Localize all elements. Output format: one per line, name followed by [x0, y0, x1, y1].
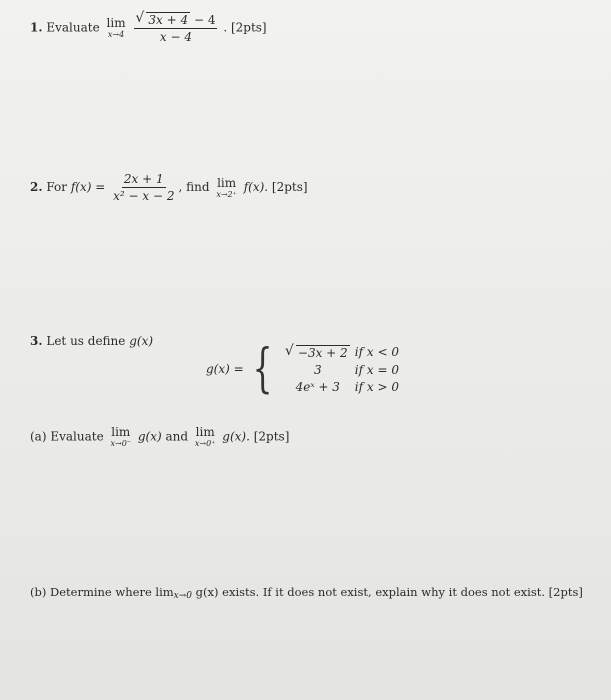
question-3: [30, 334, 153, 348]
limit-word: lim: [106, 16, 126, 30]
question-2-lead: For: [46, 180, 67, 194]
question-2-denominator: x² − x − 2: [113, 189, 175, 203]
question-3-function: g(x): [129, 334, 154, 348]
question-3b: [30, 585, 583, 601]
limit-subscript: x→4: [107, 30, 125, 39]
question-2-mid: , find: [178, 180, 210, 194]
question-3-number: 3.: [30, 334, 43, 348]
limit-subscript: x→0⁻: [110, 439, 132, 448]
case-3-expr: 4eˣ + 3: [295, 379, 340, 394]
part-b-lim-subscript: x→0: [173, 591, 193, 601]
piecewise-cases: [281, 345, 399, 394]
question-2-limit: [216, 177, 237, 199]
case-2-condition: if x = 0: [354, 362, 399, 377]
limit-word: lim: [195, 425, 215, 439]
question-1: [30, 12, 267, 44]
part-a-points: [2pts]: [253, 429, 290, 444]
question-1-number: 1.: [30, 20, 43, 35]
question-1-limit: [107, 17, 126, 39]
part-b-points: [2pts]: [548, 585, 583, 599]
part-a-g1: g(x): [137, 429, 162, 444]
case-3-condition: if x > 0: [354, 379, 399, 394]
question-3a: [30, 426, 289, 448]
case-2-expr: 3: [313, 362, 322, 377]
case-1-expr: [281, 345, 355, 360]
part-b-text: (b) Determine where lim: [30, 585, 174, 599]
question-2-points: [2pts]: [271, 180, 308, 194]
part-b-rest: g(x) exists. If it does not exist, explain why it does not exist.: [192, 585, 546, 599]
sqrt-symbol: [136, 12, 190, 27]
part-a-limit-left: [111, 426, 132, 448]
numerator-tail: − 4: [190, 13, 216, 27]
limit-subscript: x→2⁺: [216, 189, 237, 199]
sqrt-symbol: [286, 345, 350, 360]
question-2-numerator: 2x + 1: [123, 172, 164, 186]
question-1-numerator: [134, 12, 217, 29]
question-2-function: f(x) =: [70, 180, 106, 194]
limit-word: lim: [217, 175, 237, 190]
piecewise-definition: [206, 339, 399, 399]
part-a-g2: g(x).: [222, 429, 250, 444]
question-1-lead: Evaluate: [46, 20, 100, 35]
question-2: [30, 172, 308, 203]
case-1-radicand: −3x + 2: [297, 345, 348, 360]
piecewise-lhs: g(x) =: [206, 362, 244, 376]
question-2-fraction: [111, 172, 176, 203]
part-a-and: and: [165, 429, 189, 444]
question-2-target: f(x).: [243, 180, 269, 194]
part-a-label: (a) Evaluate: [30, 429, 104, 444]
sqrt-radicand: 3x + 4: [148, 13, 189, 27]
left-brace-icon: {: [252, 339, 273, 399]
question-1-denominator: x − 4: [159, 30, 192, 44]
question-1-fraction: [134, 12, 217, 44]
question-3-lead: Let us define: [46, 334, 126, 348]
question-2-number: 2.: [30, 180, 43, 194]
case-1-condition: if x < 0: [354, 344, 399, 359]
question-1-points: . [2pts]: [223, 20, 267, 35]
part-a-limit-right: [195, 426, 216, 448]
limit-subscript: x→0⁺: [194, 439, 216, 448]
limit-word: lim: [111, 425, 131, 439]
